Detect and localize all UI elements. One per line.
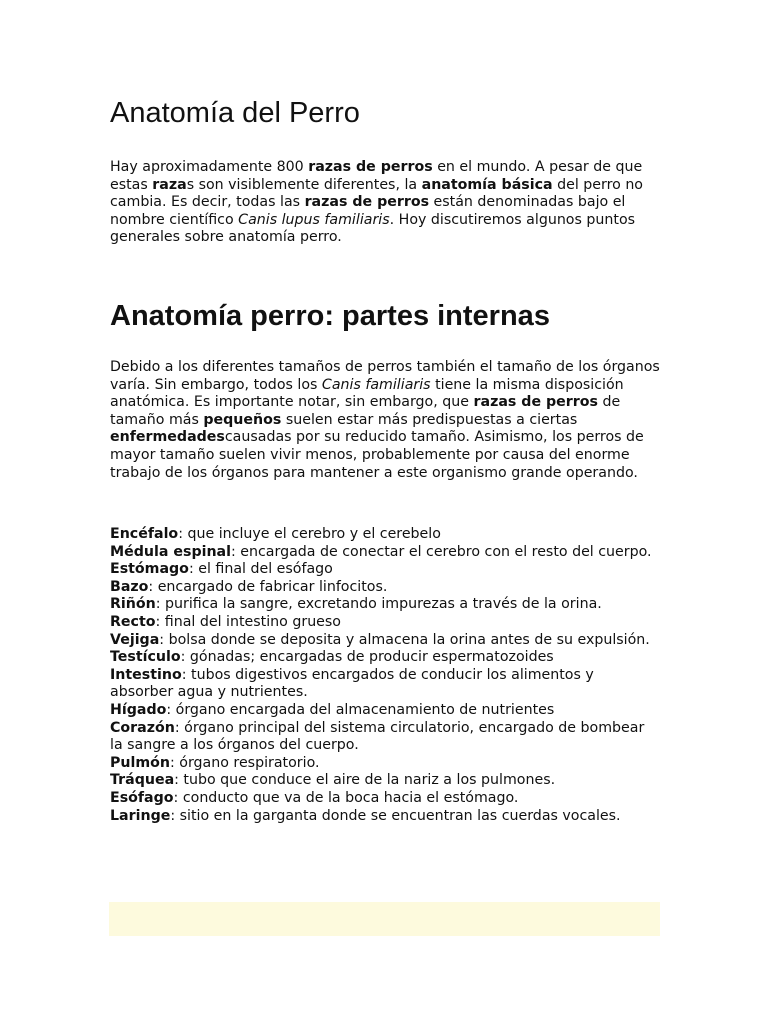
organ-item	[110, 579, 660, 597]
organ-description: : órgano principal del sistema circulatorio, encargado de bombear la sangre a los órganos del cuerpo.	[110, 719, 645, 754]
organ-name: Recto	[110, 613, 156, 630]
organ-description: : final del intestino grueso	[155, 613, 341, 630]
organ-description: : tubo que conduce el aire de la nariz a los pulmones.	[174, 772, 556, 789]
organ-name: Testículo	[110, 649, 181, 666]
section-text-2: tiene la misma disposición anatómica. Es importante notar, sin embargo, que	[110, 376, 624, 411]
intro-bold-razas-de-perros-2: razas de perros	[304, 194, 430, 211]
intro-text-1: Hay aproximadamente 800	[110, 159, 309, 175]
organ-name: Encéfalo	[110, 526, 179, 542]
organ-item	[110, 649, 660, 667]
organ-description: : sitio en la garganta donde se encuentran las cuerdas vocales.	[170, 807, 621, 824]
organ-item	[110, 772, 660, 790]
section-text-1: Debido a los diferentes tamaños de perros también el tamaño de los órganos varía. Sin embargo, todos los	[110, 359, 660, 393]
section-bold-razas-de-perros: razas de perros	[473, 394, 598, 411]
intro-paragraph	[110, 159, 660, 247]
organ-description: : gónadas; encargadas de producir espermatozoides	[180, 649, 554, 666]
organ-name: Vejiga	[110, 631, 160, 648]
organ-name: Corazón	[110, 719, 175, 736]
intro-text-2: en el mundo. A pesar de que estas	[110, 159, 643, 193]
organ-name: Intestino	[110, 666, 182, 683]
organ-item	[110, 632, 660, 650]
section-text-3: de tamaño más	[110, 394, 621, 428]
organ-item	[110, 544, 660, 562]
organ-item	[110, 526, 660, 544]
section-italic-canis-familiaris: Canis familiaris	[321, 376, 431, 393]
intro-bold-anatomia-basica: anatomía básica	[421, 176, 553, 193]
section-paragraph	[110, 359, 660, 482]
intro-text-5: están denominadas bajo el nombre científico	[110, 194, 626, 228]
organ-item	[110, 561, 660, 579]
organ-description: : que incluye el cerebro y el cerebelo	[178, 526, 441, 542]
organ-name: Estómago	[110, 561, 189, 578]
intro-bold-razas-de-perros: razas de perros	[308, 159, 433, 175]
organ-item	[110, 755, 660, 773]
intro-text-3: s son visiblemente diferentes, la	[186, 176, 422, 193]
organ-description: : purifica la sangre, excretando impurezas a través de la orina.	[155, 596, 602, 613]
organ-item	[110, 596, 660, 614]
section-heading: Anatomía perro: partes internas	[110, 300, 550, 332]
section-text-4: suelen estar más predispuestas a ciertas	[281, 411, 578, 428]
organ-description: : encargada de conectar el cerebro con el resto del cuerpo.	[231, 543, 652, 560]
organ-name: Riñón	[110, 596, 156, 613]
intro-italic-canis-lupus: Canis lupus familiaris	[238, 211, 390, 228]
organ-name: Médula espinal	[110, 543, 231, 560]
intro-text-4: del perro no cambia. Es decir, todas las	[110, 176, 643, 211]
organ-description: : órgano encargada del almacenamiento de nutrientes	[166, 701, 555, 718]
organ-description: : tubos digestivos encargados de conducir los alimentos y absorber agua y nutrientes.	[110, 666, 594, 701]
page-title: Anatomía del Perro	[110, 97, 360, 129]
organ-item	[110, 702, 660, 720]
section-bold-enfermedades: enfermedades	[110, 429, 225, 446]
organ-item	[110, 790, 660, 808]
organ-name: Laringe	[110, 807, 171, 824]
intro-text-6: . Hoy discutiremos algunos puntos generales sobre anatomía perro.	[110, 211, 636, 246]
organ-item	[110, 720, 660, 755]
organ-item	[110, 614, 660, 632]
organ-name: Pulmón	[110, 754, 170, 771]
organ-name: Tráquea	[110, 772, 175, 789]
organ-description: : encargado de fabricar linfocitos.	[148, 578, 388, 595]
organ-item	[110, 808, 660, 826]
section-bold-pequenos: pequeños	[203, 411, 282, 428]
organ-description: : órgano respiratorio.	[170, 754, 320, 771]
organ-description: : bolsa donde se deposita y almacena la orina antes de su expulsión.	[159, 631, 650, 648]
section-text-5: causadas por su reducido tamaño. Asimismo, los perros de mayor tamaño suelen vivir menos, probablemente por causa del enorme trabajo de los órganos para mantener a este organismo grande operando.	[110, 429, 644, 481]
organ-description: : el final del esófago	[188, 561, 333, 578]
organ-name: Esófago	[110, 789, 174, 806]
organ-description: : conducto que va de la boca hacia el estómago.	[173, 789, 519, 806]
highlight-box	[109, 902, 660, 936]
organ-list	[110, 526, 660, 825]
intro-bold-raza: raza	[152, 176, 187, 193]
organ-item	[110, 667, 660, 702]
organ-name: Bazo	[110, 578, 149, 595]
organ-name: Hígado	[110, 701, 167, 718]
